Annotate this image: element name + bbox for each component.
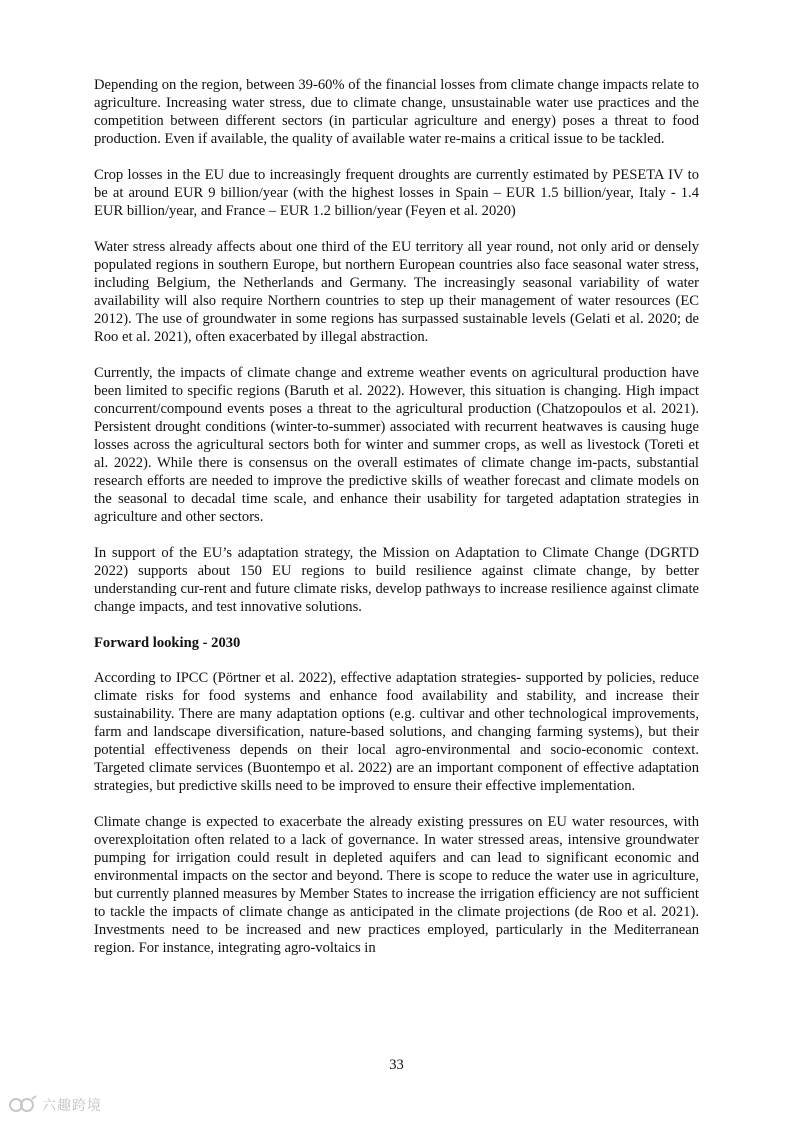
- page-number: 33: [389, 1057, 404, 1073]
- paragraph-water-stress: Water stress already affects about one third of the EU territory all year round, not only arid or densely populated regions in southern Europe, but northern European countries also face seasonal water stress, including Belgium, the Netherlands and Germany. The increasingly seasonal variability of water availability will also require Northern countries to step up their management of water resources (EC 2012). The use of groundwater in some regions has surpassed sustainable levels (Gelati et al. 2020; de Roo et al. 2021), often exacerbated by illegal abstraction.: [94, 239, 699, 345]
- paragraph-current-impacts: Currently, the impacts of climate change and extreme weather events on agricultural production have been limited to specific regions (Baruth et al. 2022). However, this situation is changing. High impact concurrent/compound events poses a threat to the agricultural production (Chatzopoulos et al. 2021). Persistent drought conditions (winter-to-summer) associated with recurrent heatwaves is causing huge losses across the agricultural sectors both for winter and summer crops, as well as livestock (Toreti et al. 2022). While there is consensus on the overall estimates of climate change im-pacts, substantial research efforts are needed to improve the predictive skills of weather forecast and climate models on the seasonal to decadal time scale, and enhance their usability for targeted adaptation strategies in agriculture and other sectors.: [94, 365, 699, 525]
- watermark: [8, 1094, 102, 1116]
- paragraph-ipcc-adaptation: According to IPCC (Pörtner et al. 2022), effective adaptation strategies- supported by policies, reduce climate risks for food systems and enhance food availability and stability, and increase their sustainability. There are many adaptation options (e.g. cultivar and other technological improvements, farm and landscape diversification, nature-based solutions, and changing farming systems), but their potential effectiveness depends on their local agro-environmental and socio-economic context. Targeted climate services (Buontempo et al. 2022) are an important component of effective adaptation strategies, but predictive skills need to be improved to ensure their effective implementation.: [94, 670, 699, 794]
- watermark-text: 六趣跨境: [42, 1098, 102, 1114]
- section-heading: Forward looking - 2030: [94, 635, 241, 651]
- paragraph-financial-losses: Depending on the region, between 39-60% of the financial losses from climate change impacts relate to agriculture. Increasing water stress, due to climate change, unsustainable water use practices and the competition between different sectors (in particular agriculture and energy) poses a threat to food production. Even if available, the quality of available water re-mains a critical issue to be tackled.: [94, 77, 699, 147]
- paragraph-water-pressures: Climate change is expected to exacerbate the already existing pressures on EU water resources, with overexploitation often related to a lack of governance. In water stressed areas, intensive groundwater pumping for irrigation could result in depleted aquifers and can lead to significant economic and environmental impacts on the sector and beyond. There is scope to reduce the water use in agriculture, but currently planned measures by Member States to increase the irrigation efficiency are not sufficient to tackle the impacts of climate change as anticipated in the climate projections (de Roo et al. 2021). Investments need to be increased and new practices employed, particularly in the Mediterranean region. For instance, integrating agro-voltaics in: [94, 814, 699, 956]
- paragraph-adaptation-mission: In support of the EU’s adaptation strategy, the Mission on Adaptation to Climate Change (DGRTD 2022) supports about 150 EU regions to build resilience against climate change, by better understanding cur-rent and future climate risks, develop pathways to increase resilience against climate change impacts, and test innovative solutions.: [94, 545, 699, 615]
- paragraph-crop-losses: Crop losses in the EU due to increasingly frequent droughts are currently estimated by PESETA IV to be at around EUR 9 billion/year (with the highest losses in Spain – EUR 1.5 billion/year, Italy - 1.4 EUR billion/year, and France – EUR 1.2 billion/year (Feyen et al. 2020): [94, 167, 699, 219]
- document-body: [94, 76, 699, 975]
- watermark-logo-icon: [8, 1094, 38, 1116]
